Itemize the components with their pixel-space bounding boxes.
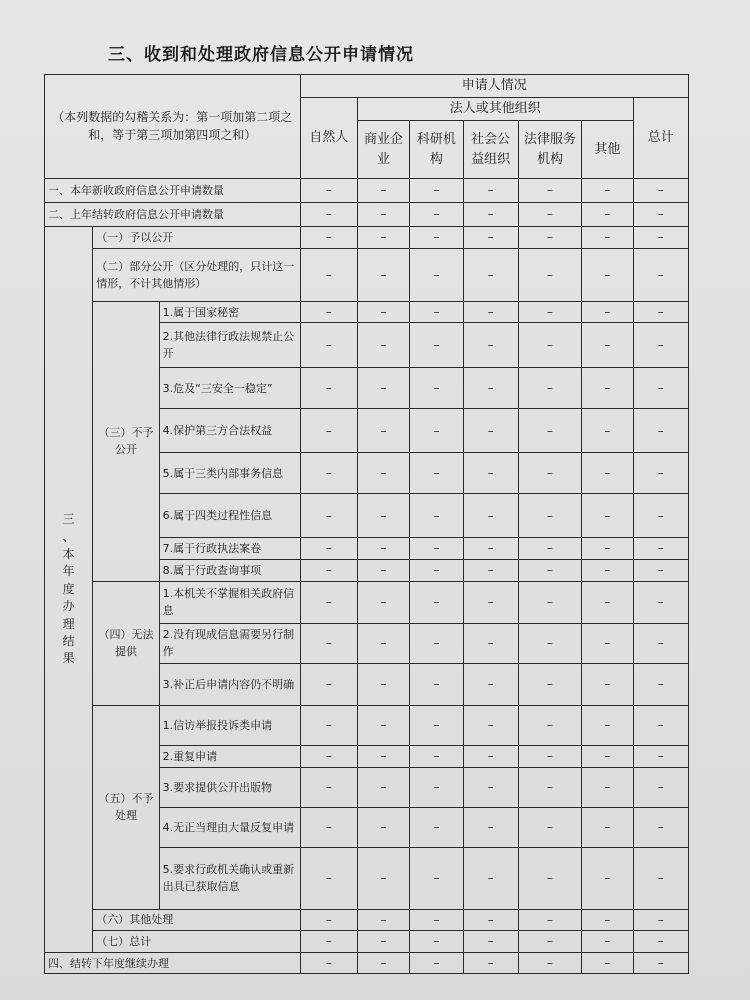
value-cell: – [410,705,463,745]
value-cell: – [582,179,633,203]
value-cell: – [633,909,688,931]
value-cell: – [633,745,688,767]
value-cell: – [633,705,688,745]
table-row [45,581,689,623]
value-cell: – [582,581,633,623]
reason-item: 3.要求提供公开出版物 [159,767,300,807]
row-disclosed: （一）予以公开 [93,227,300,249]
value-cell: – [582,301,633,323]
value-cell: – [410,179,463,203]
value-cell: – [357,494,409,538]
value-cell: – [582,453,633,494]
header-legal-group: 法人或其他组织 [357,98,633,121]
value-cell: – [300,705,357,745]
value-cell: – [633,179,688,203]
row-partially-disclosed: （二）部分公开（区分处理的，只计这一情形，不计其他情形） [93,248,300,301]
value-cell: – [463,409,518,453]
row-annual-results: 三 、 本 年 度 办 理 结 果 [45,227,93,953]
value-cell: – [410,807,463,847]
value-cell: – [300,494,357,538]
value-cell: – [518,931,581,953]
value-cell: – [518,560,581,582]
value-cell: – [633,767,688,807]
value-cell: – [582,952,633,974]
value-cell: – [582,909,633,931]
reason-item: 5.属于三类内部事务信息 [159,453,300,494]
table-row [45,909,689,931]
value-cell: – [582,203,633,227]
value-cell: – [300,368,357,409]
row-other-handling: （六）其他处理 [93,909,300,931]
value-cell: – [463,538,518,560]
value-cell: – [633,931,688,953]
value-cell: – [582,538,633,560]
table-row [45,952,689,974]
value-cell: – [410,248,463,301]
value-cell: – [518,301,581,323]
reason-item: 4.无正当理由大量反复申请 [159,807,300,847]
value-cell: – [300,931,357,953]
table-row [45,705,689,745]
value-cell: – [300,909,357,931]
value-cell: – [633,581,688,623]
value-cell: – [410,301,463,323]
table-row [45,227,689,249]
value-cell: – [518,368,581,409]
value-cell: – [300,663,357,705]
value-cell: – [463,909,518,931]
value-cell: – [633,623,688,663]
value-cell: – [518,847,581,909]
value-cell: – [300,745,357,767]
value-cell: – [518,767,581,807]
value-cell: – [463,248,518,301]
value-cell: – [518,227,581,249]
value-cell: – [518,203,581,227]
value-cell: – [357,409,409,453]
row-results-total: （七）总计 [93,931,300,953]
value-cell: – [357,767,409,807]
value-cell: – [410,203,463,227]
row-new-applications: 一、本年新收政府信息公开申请数量 [45,179,301,203]
value-cell: – [410,952,463,974]
value-cell: – [357,745,409,767]
value-cell: – [410,323,463,368]
value-cell: – [357,581,409,623]
application-statistics-table [44,74,689,974]
value-cell: – [518,323,581,368]
value-cell: – [633,301,688,323]
value-cell: – [518,663,581,705]
header-commercial: 商业企业 [357,121,409,179]
value-cell: – [357,952,409,974]
reason-item: 2.重复申请 [159,745,300,767]
value-cell: – [357,538,409,560]
value-cell: – [518,952,581,974]
value-cell: – [518,581,581,623]
value-cell: – [357,179,409,203]
value-cell: – [357,203,409,227]
value-cell: – [582,623,633,663]
reason-item: 1.属于国家秘密 [159,301,300,323]
value-cell: – [582,931,633,953]
table-row [45,203,689,227]
value-cell: – [463,453,518,494]
value-cell: – [582,847,633,909]
value-cell: – [582,409,633,453]
reason-item: 2.没有现成信息需要另行制作 [159,623,300,663]
value-cell: – [463,203,518,227]
value-cell: – [518,179,581,203]
value-cell: – [582,807,633,847]
reason-item: 8.属于行政查询事项 [159,560,300,582]
table-note: （本列数据的勾稽关系为：第一项加第二项之和，等于第三项加第四项之和） [45,75,301,179]
value-cell: – [300,248,357,301]
value-cell: – [582,248,633,301]
value-cell: – [300,807,357,847]
header-applicant-info: 申请人情况 [300,75,688,98]
reason-item: 7.属于行政执法案卷 [159,538,300,560]
value-cell: – [518,745,581,767]
value-cell: – [300,767,357,807]
table-row [45,301,689,323]
value-cell: – [633,494,688,538]
value-cell: – [518,623,581,663]
value-cell: – [410,409,463,453]
value-cell: – [463,623,518,663]
value-cell: – [410,623,463,663]
value-cell: – [633,323,688,368]
table-row [45,179,689,203]
value-cell: – [357,368,409,409]
value-cell: – [357,301,409,323]
header-other: 其他 [582,121,633,179]
value-cell: – [582,745,633,767]
value-cell: – [357,623,409,663]
value-cell: – [357,909,409,931]
value-cell: – [518,494,581,538]
value-cell: – [410,453,463,494]
reason-item: 6.属于四类过程性信息 [159,494,300,538]
reason-item: 3.危及“三安全一稳定” [159,368,300,409]
value-cell: – [582,767,633,807]
value-cell: – [518,705,581,745]
value-cell: – [357,227,409,249]
value-cell: – [300,538,357,560]
value-cell: – [463,494,518,538]
value-cell: – [357,931,409,953]
reason-item: 1.本机关不掌握相关政府信息 [159,581,300,623]
value-cell: – [410,227,463,249]
reason-item: 5.要求行政机关确认或重新出具已获取信息 [159,847,300,909]
value-cell: – [463,952,518,974]
value-cell: – [582,323,633,368]
group-not-processed: （五）不予处理 [93,705,159,909]
value-cell: – [633,952,688,974]
value-cell: – [463,807,518,847]
value-cell: – [463,847,518,909]
value-cell: – [300,323,357,368]
value-cell: – [300,409,357,453]
value-cell: – [582,494,633,538]
value-cell: – [518,248,581,301]
reason-item: 3.补正后申请内容仍不明确 [159,663,300,705]
value-cell: – [582,705,633,745]
table-row [45,931,689,953]
value-cell: – [633,807,688,847]
header-public-welfare: 社会公益组织 [463,121,518,179]
value-cell: – [357,807,409,847]
value-cell: – [463,581,518,623]
value-cell: – [410,581,463,623]
value-cell: – [300,952,357,974]
value-cell: – [518,453,581,494]
value-cell: – [582,663,633,705]
value-cell: – [633,847,688,909]
value-cell: – [463,323,518,368]
value-cell: – [410,909,463,931]
value-cell: – [582,560,633,582]
value-cell: – [633,203,688,227]
value-cell: – [300,847,357,909]
value-cell: – [518,409,581,453]
value-cell: – [633,663,688,705]
header-natural-person: 自然人 [300,98,357,179]
value-cell: – [463,745,518,767]
value-cell: – [633,409,688,453]
row-carry-forward: 四、结转下年度继续办理 [45,952,301,974]
value-cell: – [300,453,357,494]
value-cell: – [357,248,409,301]
value-cell: – [463,663,518,705]
value-cell: – [463,560,518,582]
reason-item: 1.信访举报投诉类申请 [159,705,300,745]
table-row [45,248,689,301]
value-cell: – [582,227,633,249]
value-cell: – [300,179,357,203]
value-cell: – [300,623,357,663]
value-cell: – [410,494,463,538]
group-unable-to-provide: （四）无法提供 [93,581,159,705]
value-cell: – [357,847,409,909]
value-cell: – [410,663,463,705]
value-cell: – [410,847,463,909]
value-cell: – [582,368,633,409]
value-cell: – [410,745,463,767]
value-cell: – [633,227,688,249]
value-cell: – [410,538,463,560]
value-cell: – [410,767,463,807]
value-cell: – [410,368,463,409]
header-legal-service: 法律服务机构 [518,121,581,179]
value-cell: – [300,581,357,623]
value-cell: – [357,453,409,494]
value-cell: – [633,538,688,560]
reason-item: 2.其他法律行政法规禁止公开 [159,323,300,368]
reason-item: 4.保护第三方合法权益 [159,409,300,453]
value-cell: – [633,453,688,494]
row-carried-over: 二、上年结转政府信息公开申请数量 [45,203,301,227]
value-cell: – [518,807,581,847]
value-cell: – [463,767,518,807]
value-cell: – [357,323,409,368]
value-cell: – [410,931,463,953]
value-cell: – [633,560,688,582]
group-not-disclosed: （三）不予公开 [93,301,159,581]
header-research: 科研机构 [410,121,463,179]
header-total: 总计 [633,98,688,179]
value-cell: – [463,179,518,203]
value-cell: – [357,705,409,745]
section-heading: 三、收到和处理政府信息公开申请情况 [108,45,414,65]
value-cell: – [633,368,688,409]
value-cell: – [410,560,463,582]
value-cell: – [463,368,518,409]
value-cell: – [518,538,581,560]
value-cell: – [463,227,518,249]
value-cell: – [357,663,409,705]
value-cell: – [463,931,518,953]
value-cell: – [300,227,357,249]
value-cell: – [463,705,518,745]
value-cell: – [300,560,357,582]
value-cell: – [300,203,357,227]
value-cell: – [463,301,518,323]
value-cell: – [633,248,688,301]
value-cell: – [357,560,409,582]
value-cell: – [518,909,581,931]
value-cell: – [300,301,357,323]
